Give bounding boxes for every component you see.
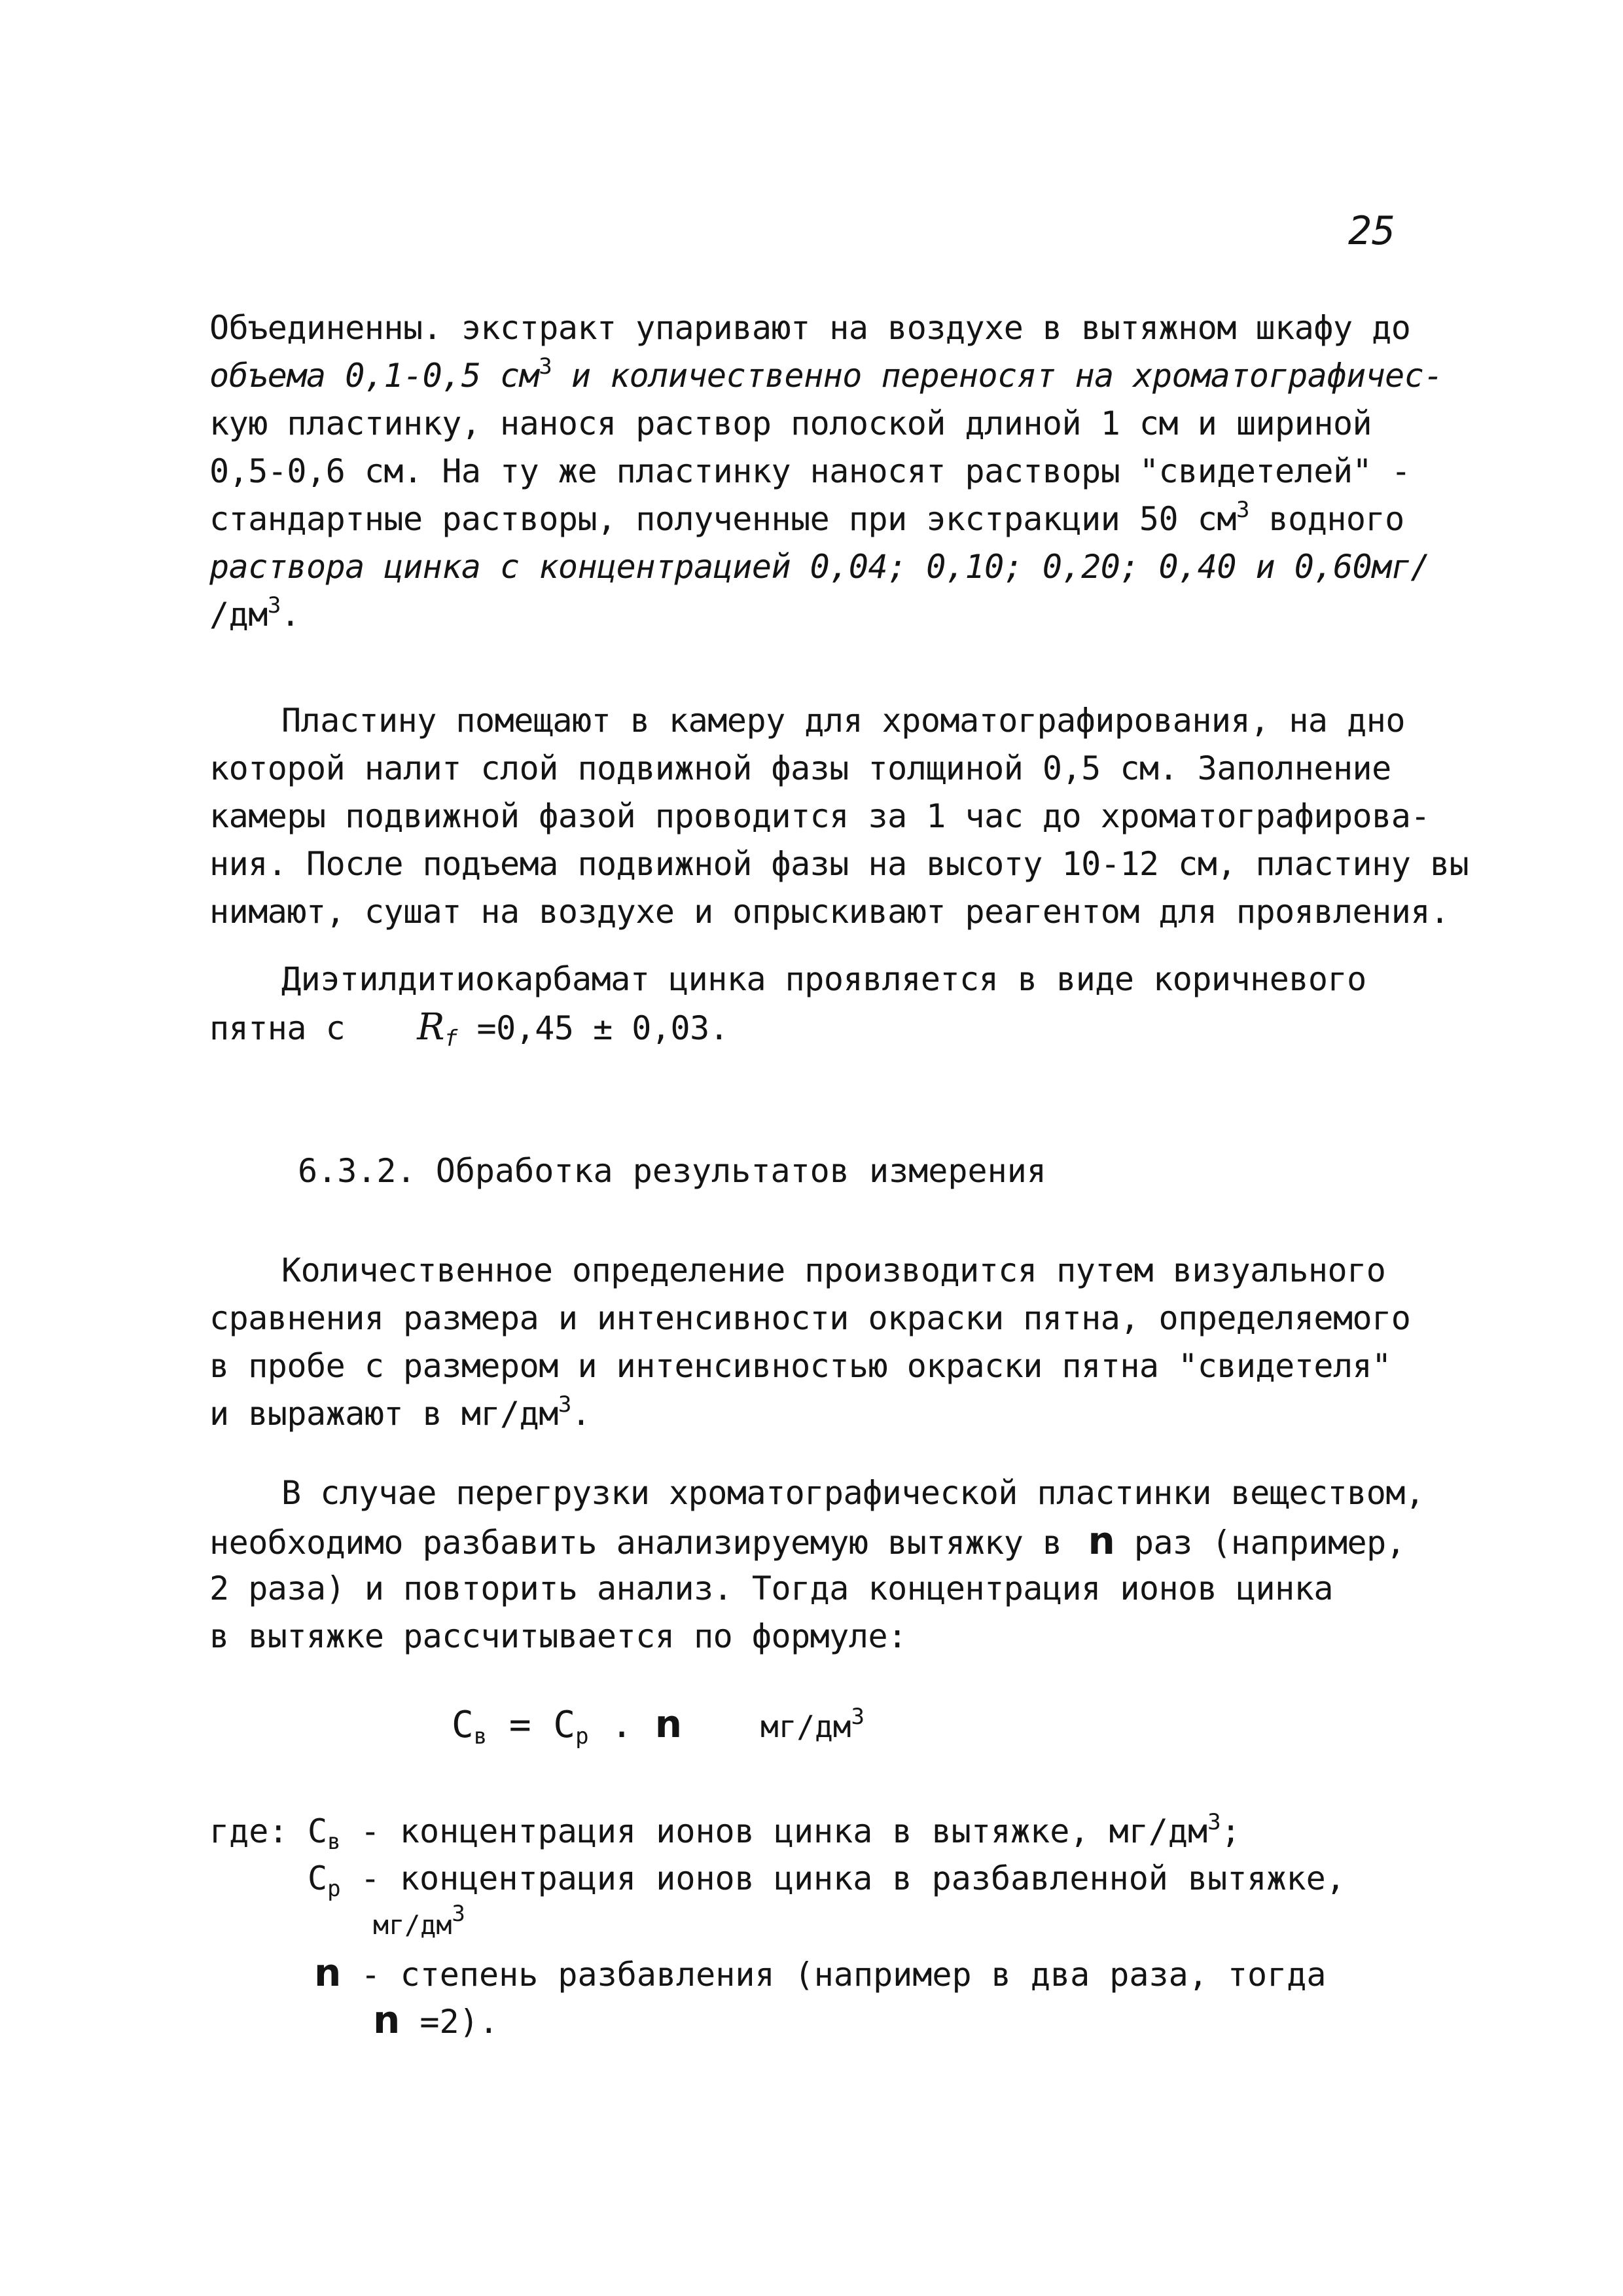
legend-subscript: р bbox=[327, 1876, 341, 1902]
text-line: Количественное определение производится путем визуального bbox=[281, 1251, 1386, 1289]
formula-unit-text: мг/дм bbox=[760, 1709, 851, 1744]
text-fragment: и количественно переносят на хроматографичес- bbox=[552, 357, 1443, 395]
text-fragment: /дм bbox=[209, 596, 268, 634]
rf-subscript: f bbox=[444, 1026, 457, 1052]
text-line: сравнения размера и интенсивности окраски пятна, определяемого bbox=[209, 1299, 1411, 1337]
text-line: 2 раза) и повторить анализ. Тогда концентрация ионов цинка bbox=[209, 1570, 1333, 1607]
legend-symbol: С bbox=[308, 1812, 328, 1850]
legend-symbol: С bbox=[308, 1859, 328, 1897]
text-line: в вытяжке рассчитывается по формуле: bbox=[209, 1617, 907, 1655]
legend-item-cp-continuation bbox=[209, 1902, 1346, 1949]
text-fragment: водного bbox=[1249, 500, 1404, 538]
text-line: раствора цинка с концентрацией 0,04; 0,10; 0,20; 0,40 и 0,60мг/ bbox=[209, 548, 1430, 586]
legend-text: - концентрация ионов цинка в разбавленной вытяжке, bbox=[340, 1859, 1346, 1897]
text-fragment: ую пластинку, нанося раствор полоской длиной 1 см и шириной bbox=[228, 404, 1372, 442]
formula-cb: С bbox=[452, 1704, 474, 1746]
formula-cp: С bbox=[553, 1704, 576, 1746]
formula-n: n bbox=[654, 1702, 683, 1746]
legend-tail: ; bbox=[1221, 1812, 1241, 1850]
legend-list bbox=[209, 1808, 1346, 2043]
legend-subscript: в bbox=[327, 1829, 341, 1855]
legend-text: - концентрация ионов цинка в вытяжке, мг/дм bbox=[340, 1812, 1208, 1850]
text-line: которой налит слой подвижной фазы толщиной 0,5 см. Заполнение bbox=[209, 749, 1391, 787]
text-fragment: . bbox=[571, 1395, 591, 1433]
legend-item-n-continuation bbox=[209, 1996, 1346, 2043]
rf-value: =0,45 ± 0,03. bbox=[457, 1009, 729, 1047]
legend-lead: где: bbox=[209, 1812, 289, 1850]
page-number: 25 bbox=[1348, 208, 1396, 254]
paragraph-overload-dilution bbox=[209, 1469, 1453, 1660]
superscript: 3 bbox=[452, 1901, 465, 1927]
text-line bbox=[209, 352, 1453, 400]
text-line: 0,5-0,6 см. На ту же пластинку наносят растворы "свидетелей" - bbox=[209, 452, 1411, 490]
text-line: камеры подвижной фазой проводится за 1 час до хроматографирова- bbox=[209, 797, 1430, 835]
paragraph-rf-value bbox=[209, 956, 1453, 1051]
section-heading: 6.3.2. Обработка результатов измерения bbox=[298, 1152, 1046, 1190]
paragraph-chromatography-chamber bbox=[209, 697, 1469, 936]
legend-item-cb bbox=[209, 1808, 1346, 1855]
formula-cb-sub: в bbox=[473, 1723, 488, 1749]
superscript: 3 bbox=[1236, 497, 1249, 523]
text-line bbox=[209, 1517, 1453, 1565]
formula-dot: . bbox=[588, 1704, 655, 1746]
text-line bbox=[209, 495, 1453, 543]
text-fragment: и выражают в мг/дм bbox=[209, 1395, 558, 1433]
legend-symbol: n bbox=[314, 1950, 342, 1995]
text-line: нимают, сушат на воздухе и опрыскивают реагентом для проявления. bbox=[209, 893, 1450, 931]
legend-text: =2). bbox=[400, 2003, 499, 2041]
text-line bbox=[209, 591, 1453, 639]
rf-symbol: R bbox=[417, 1006, 444, 1049]
text-line bbox=[209, 1003, 1453, 1051]
text-fragment: раз (например, bbox=[1115, 1524, 1406, 1562]
text-line: Диэтилдитиокарбамат цинка проявляется в виде коричневого bbox=[281, 960, 1366, 998]
superscript: 3 bbox=[267, 592, 281, 619]
text-line: ния. После подъема подвижной фазы на высоту 10-12 см, пластину вы bbox=[209, 845, 1469, 883]
paragraph-extract-application bbox=[209, 304, 1453, 639]
legend-text: - степень разбавления (например в два раза, тогда bbox=[341, 1956, 1327, 1994]
text-line: в пробе с размером и интенсивностью окраски пятна "свидетеля" bbox=[209, 1347, 1391, 1385]
text-line: Пластину помещают в камеру для хроматографирования, на дно bbox=[281, 702, 1405, 740]
legend-text: мг/дм bbox=[373, 1910, 452, 1941]
paragraph-quantitative-determination bbox=[209, 1247, 1453, 1438]
formula-equals: = bbox=[487, 1704, 554, 1746]
text-line: В случае перегрузки хроматографической пластинки веществом, bbox=[281, 1474, 1425, 1512]
formula-concentration bbox=[452, 1702, 865, 1749]
text-line: Объединенны. экстракт упаривают на воздухе в вытяжном шкафу до bbox=[209, 309, 1411, 347]
legend-symbol: n bbox=[373, 1998, 401, 2042]
superscript: 3 bbox=[1207, 1809, 1221, 1835]
superscript: 3 bbox=[851, 1704, 865, 1730]
text-fragment: . bbox=[280, 596, 300, 634]
formula-unit bbox=[760, 1704, 865, 1744]
text-line bbox=[209, 400, 1453, 448]
text-fragment: объема 0,1-0,5 см bbox=[209, 357, 539, 395]
superscript: 3 bbox=[558, 1391, 571, 1418]
n-symbol: n bbox=[1088, 1518, 1115, 1563]
text-fragment: к bbox=[209, 404, 229, 442]
text-fragment: стандартные растворы, полученные при экстракции 50 см bbox=[209, 500, 1236, 538]
text-fragment: пятна с bbox=[209, 1009, 346, 1047]
superscript: 3 bbox=[539, 353, 552, 380]
formula-cp-sub: р bbox=[575, 1723, 589, 1749]
text-line bbox=[209, 1390, 1453, 1438]
legend-item-cp bbox=[209, 1855, 1346, 1902]
text-fragment: необходимо разбавить анализируемую вытяжку в bbox=[209, 1524, 1062, 1562]
legend-item-n bbox=[209, 1949, 1346, 1996]
